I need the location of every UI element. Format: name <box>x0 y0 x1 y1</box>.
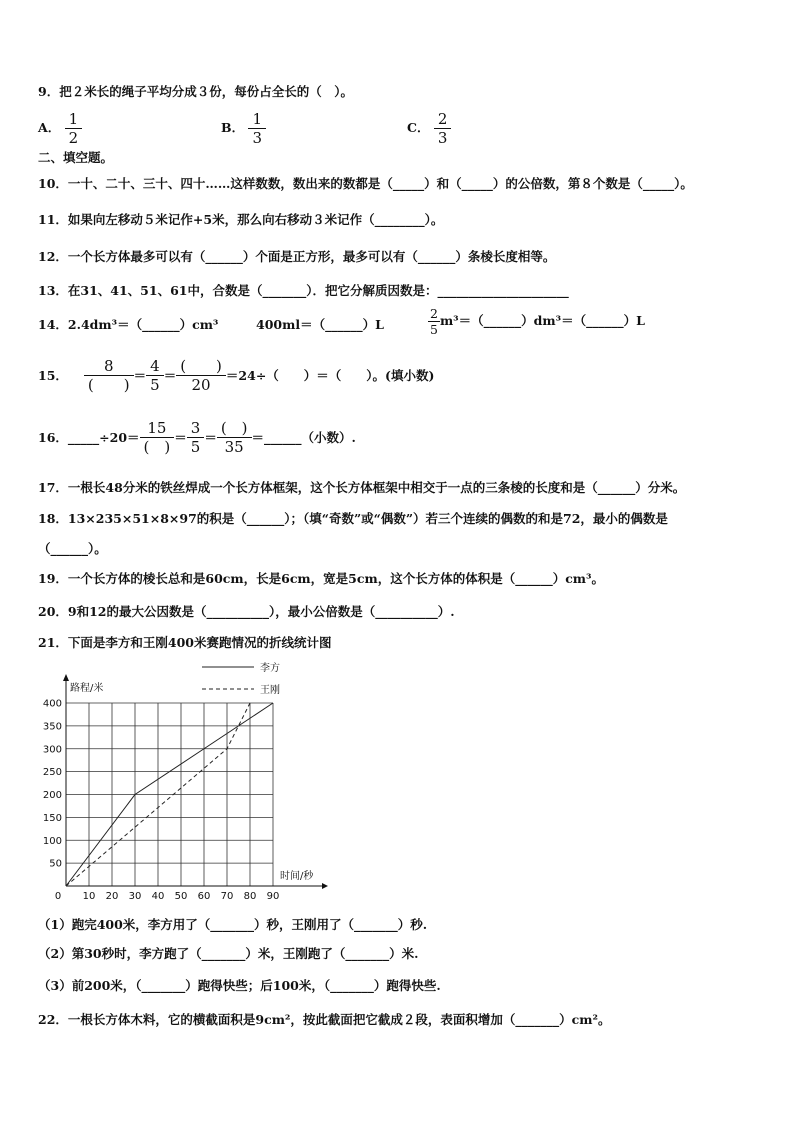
question-18-line-2: （______）。 <box>38 541 107 556</box>
y-tick-label: 250 <box>42 767 62 779</box>
y-tick-label: 50 <box>49 858 62 870</box>
y-tick-label: 350 <box>42 721 62 733</box>
x-tick-label: 90 <box>266 891 280 902</box>
question-21-sub-2: （2）第30秒时，李方跑了（_______）米，王刚跑了（_______）米. <box>38 946 419 961</box>
question-13: 13．在31、41、51、61中，合数是（_______）．把它分解质因数是：_____________________ <box>38 283 569 298</box>
option-b-label: B． <box>221 120 245 135</box>
x-tick-label: 60 <box>197 891 211 902</box>
y-axis-label: 路程/米 <box>70 683 104 694</box>
x-tick-label: 40 <box>151 891 165 902</box>
option-b-fraction: $\frac{1}{3}$ <box>248 110 266 147</box>
question-16-fraction-3: $\frac{( )}{35}$ <box>217 419 252 456</box>
question-15-fraction-1: $\frac{8}{( )}$ <box>84 357 134 394</box>
question-9: 9．把２米长的绳子平均分成３份，每份占全长的（ ）。 <box>38 84 353 99</box>
question-15-fraction-2: $\frac{4}{5}$ <box>146 357 164 394</box>
question-21-sub-3: （3）前200米，（_______）跑得快些；后100米，（_______）跑得快些. <box>38 978 441 993</box>
option-b[interactable] <box>221 110 266 147</box>
question-19: 19．一个长方体的棱长总和是60cm，长是6cm，宽是5cm，这个长方体的体积是（______）cm³。 <box>38 571 605 586</box>
y-tick-label: 150 <box>42 812 62 824</box>
question-22: 22．一根长方体木料，它的横截面积是9cm²，按此截面把它截成２段，表面积增加（_______）cm²。 <box>38 1012 611 1027</box>
question-16: 16． _____÷20＝ $\frac{15}{( )}$ ＝ $\frac{3}{5}$ ＝ $\frac{( )}{35}$ ＝______（小数）. <box>38 419 356 456</box>
legend-label: 李方 <box>260 663 280 674</box>
line-chart <box>40 655 360 905</box>
x-tick-label: 80 <box>243 891 257 902</box>
section-title-fill-blank: 二、填空题。 <box>38 150 114 165</box>
question-11: 11．如果向左移动５米记作+5米，那么向右移动３米记作（________）。 <box>38 212 444 227</box>
question-14-fraction: $\frac{2}{5}$ <box>430 306 438 337</box>
option-c-fraction: $\frac{2}{3}$ <box>434 110 452 147</box>
question-10: 10．一十、二十、三十、四十……这样数数，数出来的数都是（_____）和（_____）的公倍数，第８个数是（_____）。 <box>38 176 693 191</box>
x-tick-label: 10 <box>82 891 96 902</box>
question-21-title: 21．下面是李方和王刚400米赛跑情况的折线统计图 <box>38 635 332 650</box>
legend-label: 王刚 <box>260 685 280 696</box>
question-14-part2: 400ml＝（______）L <box>256 317 384 332</box>
option-a-fraction: $\frac{1}{2}$ <box>65 110 83 147</box>
option-a-label: A． <box>38 120 61 135</box>
origin-label: 0 <box>54 891 62 902</box>
x-axis-arrow <box>322 883 328 889</box>
question-16-fraction-1: $\frac{15}{( )}$ <box>140 419 175 456</box>
question-16-fraction-2: $\frac{3}{5}$ <box>187 419 205 456</box>
y-tick-label: 400 <box>42 698 62 710</box>
question-15-fraction-3: $\frac{( )}{20}$ <box>176 357 226 394</box>
question-21-sub-1: （1）跑完400米，李方用了（_______）秒，王刚用了（_______）秒. <box>38 917 428 932</box>
question-18-line-1: 18．13×235×51×8×97的积是（______）；（填“奇数”或“偶数”）若三个连续的偶数的和是72，最小的偶数是 <box>38 511 668 526</box>
x-tick-label: 20 <box>105 891 119 902</box>
question-15: 15． $\frac{8}{( )}$ ＝ $\frac{4}{5}$ ＝ $\frac{( )}{20}$ ＝24÷（ ）＝（ ）。(填小数) <box>38 357 435 394</box>
x-axis-label: 时间/秒 <box>280 871 314 882</box>
option-a[interactable] <box>38 110 82 147</box>
question-20: 20．9和12的最大公因数是（__________），最小公倍数是（__________）. <box>38 604 455 619</box>
option-c[interactable] <box>407 110 451 147</box>
question-14-part1: 14．2.4dm³＝（______）cm³ <box>38 317 219 332</box>
question-12: 12．一个长方体最多可以有（______）个面是正方形，最多可以有（______）条棱长度相等。 <box>38 249 556 264</box>
y-tick-label: 300 <box>42 744 62 756</box>
question-17: 17．一根长48分米的铁丝焊成一个长方体框架，这个长方体框架中相交于一点的三条棱的长度和是（______）分米。 <box>38 480 686 495</box>
x-tick-label: 50 <box>174 891 188 902</box>
x-tick-label: 30 <box>128 891 142 902</box>
option-c-label: C． <box>407 120 430 135</box>
question-14-part3: $\frac{2}{5}$ m³＝（______）dm³＝（______）L <box>430 306 645 337</box>
x-tick-label: 70 <box>220 891 234 902</box>
y-tick-label: 100 <box>42 835 62 847</box>
y-tick-label: 200 <box>42 790 62 801</box>
y-axis-arrow <box>63 674 69 681</box>
